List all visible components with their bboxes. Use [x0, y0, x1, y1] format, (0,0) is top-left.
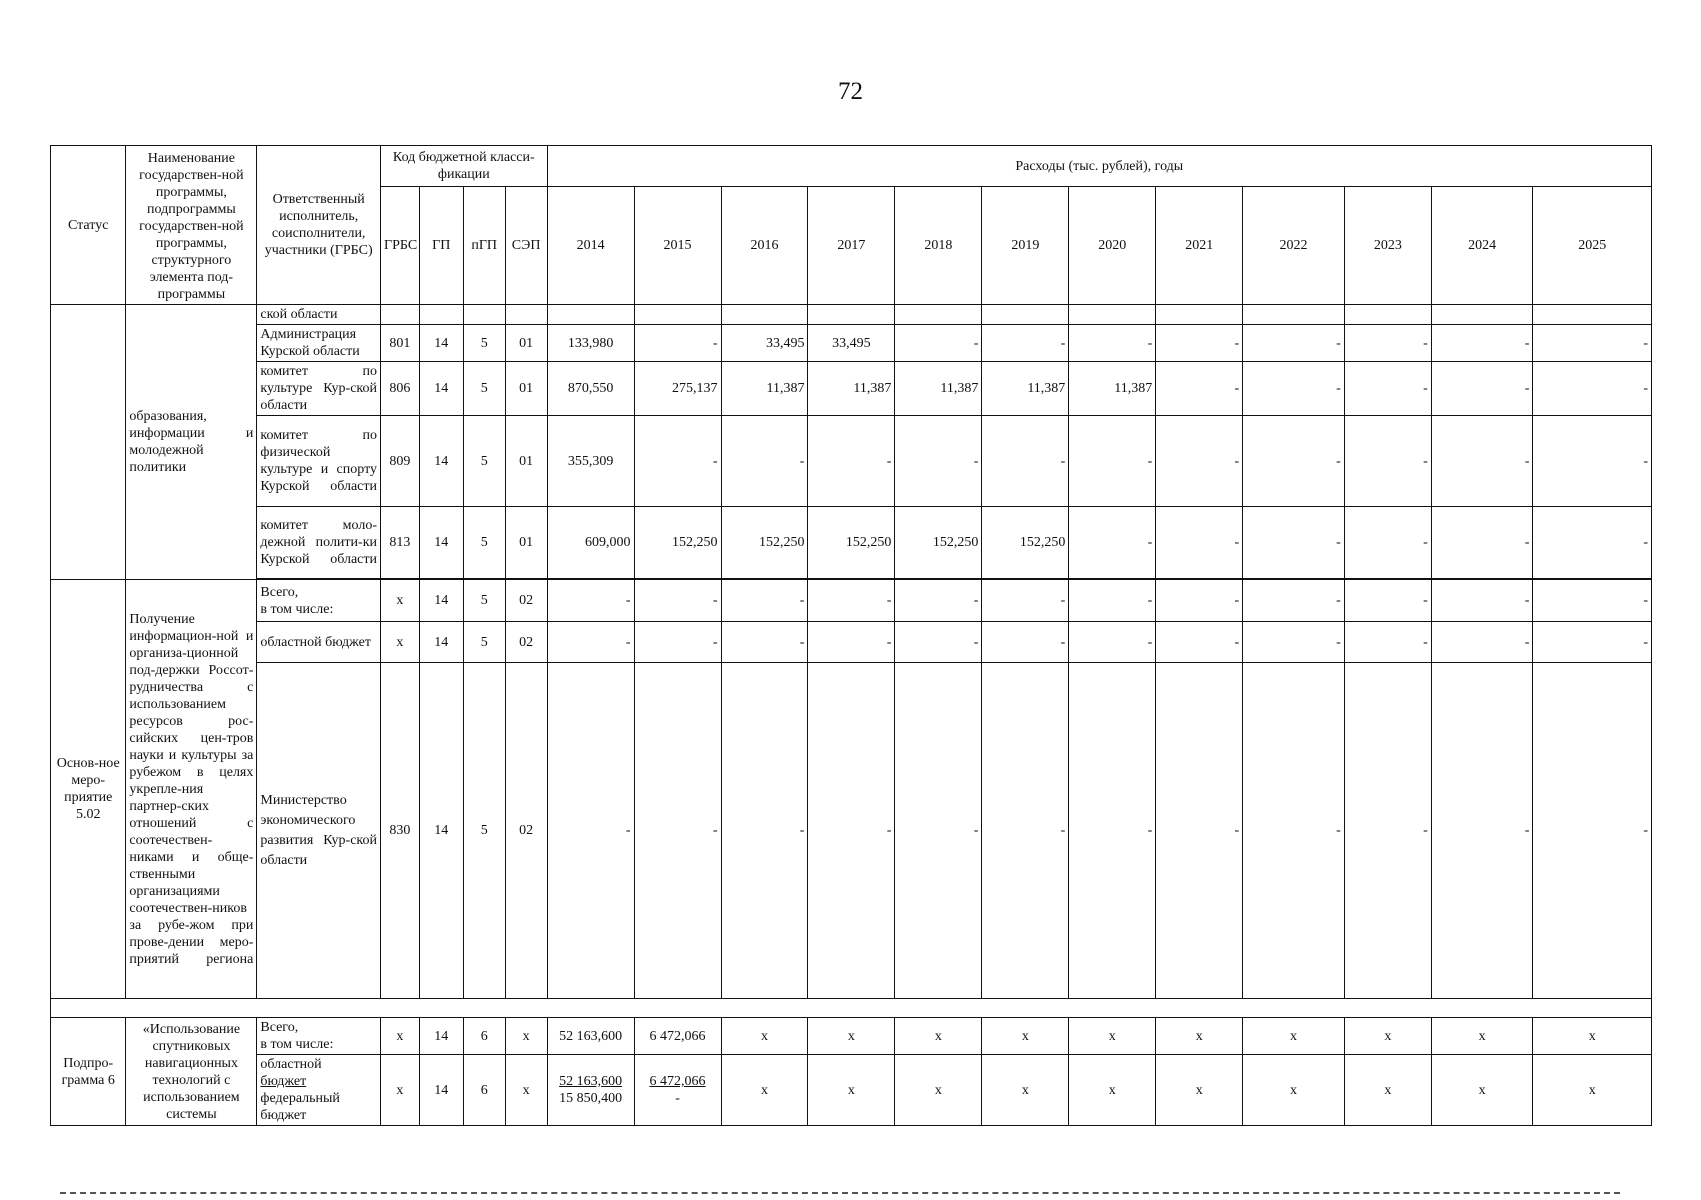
value-cell: 152,250: [982, 507, 1069, 579]
code-cell: 6: [463, 1055, 505, 1126]
value-cell: -: [1069, 416, 1156, 507]
code-cell: 14: [419, 325, 463, 362]
value-cell: -: [1243, 663, 1345, 999]
header-year: 2018: [895, 187, 982, 305]
table-row: [51, 663, 1652, 999]
value-cell: -: [1069, 580, 1156, 622]
table-row: [51, 1018, 1652, 1055]
value-cell: -: [1243, 507, 1345, 579]
value-cell: x: [1431, 1018, 1533, 1055]
value-cell: -: [1243, 580, 1345, 622]
value-cell: [547, 1055, 634, 1126]
responsible-cell: областной бюджет: [257, 622, 381, 663]
value-cell: x: [1069, 1018, 1156, 1055]
header-year: 2019: [982, 187, 1069, 305]
code-cell: x: [381, 622, 420, 663]
value-cell: 275,137: [634, 362, 721, 416]
table-row: [51, 416, 1652, 507]
value-cell: x: [982, 1018, 1069, 1055]
header-expenses: Расходы (тыс. рублей), годы: [547, 146, 1651, 187]
status-cell: [51, 305, 126, 580]
value-cell: -: [1344, 622, 1431, 663]
value-cell: -: [1533, 416, 1652, 507]
header-row-1: [51, 146, 1652, 187]
value-cell: -: [1069, 325, 1156, 362]
table-row: [51, 1055, 1652, 1126]
status-cell: Основ-ное меро-приятие 5.02: [51, 580, 126, 999]
value-cell: x: [1344, 1055, 1431, 1126]
responsible-line: областной: [260, 1057, 322, 1072]
value-cell: -: [1069, 663, 1156, 999]
header-year: 2016: [721, 187, 808, 305]
status-cell: Подпро-грамма 6: [51, 1018, 126, 1126]
value-cell: x: [721, 1018, 808, 1055]
value-cell: -: [634, 325, 721, 362]
value-cell: 152,250: [808, 507, 895, 579]
responsible-line: бюджет: [260, 1074, 307, 1089]
value-cell: 6 472,066: [634, 1018, 721, 1055]
program-name-cell: образования, информации и молодежной политики: [126, 305, 257, 580]
value-cell: 11,387: [982, 362, 1069, 416]
code-cell: 5: [463, 416, 505, 507]
code-cell: 02: [505, 663, 547, 999]
value-cell: x: [1533, 1055, 1652, 1126]
value-cell: x: [721, 1055, 808, 1126]
code-cell: 5: [463, 663, 505, 999]
value-cell: 870,550: [547, 362, 634, 416]
value-cell: -: [634, 663, 721, 999]
value-cell: -: [895, 325, 982, 362]
value-cell: -: [895, 622, 982, 663]
table-row: [51, 622, 1652, 663]
header-year: 2021: [1156, 187, 1243, 305]
value-cell: -: [1156, 663, 1243, 999]
code-cell: 5: [463, 507, 505, 579]
code-cell: x: [381, 1055, 420, 1126]
value-cell: -: [1156, 325, 1243, 362]
value-cell: -: [1533, 507, 1652, 579]
value-cell: 152,250: [634, 507, 721, 579]
value-cell: -: [547, 580, 634, 622]
value-cell: x: [1533, 1018, 1652, 1055]
value-cell: -: [1344, 416, 1431, 507]
responsible-cell: комитет по физической культуре и спорту Курской области: [257, 416, 381, 507]
value-cell: -: [721, 663, 808, 999]
value-cell: x: [1243, 1055, 1345, 1126]
code-cell: 5: [463, 580, 505, 622]
value-cell: -: [1156, 416, 1243, 507]
table-row: [51, 507, 1652, 579]
header-code: ГРБС: [381, 187, 420, 305]
responsible-cell: комитет моло-дежной полити-ки Курской области: [257, 507, 381, 579]
value-line: -: [675, 1091, 680, 1106]
value-cell: -: [1533, 622, 1652, 663]
table-row: [51, 362, 1652, 416]
value-cell: -: [1156, 362, 1243, 416]
code-cell: x: [381, 580, 420, 622]
program-name-cell: Получение информацион-ной и организа-ционной под-держки Россот-рудничества с использованием ресурсов рос-сийских цен-тров науки и культуры за рубежом в целях укрепле-ния партнер-ских отношений с соотечествен-никами и обще-ственными организациями соотечествен-ников за рубе-жом при прове-дении меро-приятий региона: [126, 580, 257, 999]
code-cell: 14: [419, 416, 463, 507]
value-cell: [634, 1055, 721, 1126]
header-year: 2014: [547, 187, 634, 305]
code-cell: 02: [505, 580, 547, 622]
code-cell: 14: [419, 622, 463, 663]
value-cell: x: [808, 1055, 895, 1126]
value-cell: -: [1431, 663, 1533, 999]
header-code-group: Код бюджетной класси-фикации: [381, 146, 548, 187]
value-cell: 11,387: [808, 362, 895, 416]
value-cell: -: [1344, 663, 1431, 999]
value-cell: -: [1533, 663, 1652, 999]
value-cell: 11,387: [1069, 362, 1156, 416]
value-cell: 133,980: [547, 325, 634, 362]
header-responsible: Ответственный исполнитель, соисполнители, участники (ГРБС): [257, 146, 381, 305]
value-cell: -: [1431, 622, 1533, 663]
value-cell: 152,250: [895, 507, 982, 579]
responsible-line: в том числе:: [260, 1037, 334, 1052]
code-cell: 01: [505, 507, 547, 579]
value-cell: -: [1431, 325, 1533, 362]
value-cell: -: [634, 622, 721, 663]
code-cell: 02: [505, 622, 547, 663]
header-program-name: Наименование государствен-ной программы, подпрограммы государствен-ной программы, структурного элемента под-программы: [126, 146, 257, 305]
table-row: [51, 305, 1652, 325]
value-cell: -: [808, 416, 895, 507]
code-cell: 14: [419, 507, 463, 579]
value-cell: -: [547, 622, 634, 663]
value-cell: -: [547, 663, 634, 999]
value-cell: -: [808, 622, 895, 663]
value-cell: 11,387: [895, 362, 982, 416]
code-cell: 830: [381, 663, 420, 999]
value-cell: -: [895, 663, 982, 999]
value-cell: -: [1344, 580, 1431, 622]
responsible-line: Всего,: [260, 1020, 299, 1035]
code-cell: 01: [505, 416, 547, 507]
value-cell: -: [1431, 416, 1533, 507]
value-cell: x: [1431, 1055, 1533, 1126]
responsible-cell: Министерство экономического развития Кур-ской области: [257, 663, 381, 999]
code-cell: 6: [463, 1018, 505, 1055]
code-cell: 5: [463, 325, 505, 362]
value-cell: -: [1156, 507, 1243, 579]
header-code: СЭП: [505, 187, 547, 305]
header-year: 2022: [1243, 187, 1345, 305]
value-cell: x: [895, 1018, 982, 1055]
code-cell: 14: [419, 663, 463, 999]
value-cell: -: [982, 325, 1069, 362]
value-cell: 609,000: [547, 507, 634, 579]
header-year: 2020: [1069, 187, 1156, 305]
value-cell: -: [1243, 362, 1345, 416]
header-year: 2023: [1344, 187, 1431, 305]
value-cell: x: [1156, 1055, 1243, 1126]
value-cell: 33,495: [721, 325, 808, 362]
code-cell: 14: [419, 1018, 463, 1055]
header-year: 2015: [634, 187, 721, 305]
responsible-line: бюджет: [260, 1108, 307, 1123]
value-cell: -: [1069, 507, 1156, 579]
value-cell: -: [982, 416, 1069, 507]
value-cell: x: [895, 1055, 982, 1126]
value-cell: -: [1533, 580, 1652, 622]
value-cell: 52 163,600: [547, 1018, 634, 1055]
value-cell: -: [982, 580, 1069, 622]
value-cell: -: [808, 580, 895, 622]
value-cell: -: [895, 416, 982, 507]
code-cell: 809: [381, 416, 420, 507]
value-cell: -: [634, 416, 721, 507]
value-cell: -: [1344, 325, 1431, 362]
value-cell: -: [1243, 416, 1345, 507]
value-cell: -: [1156, 622, 1243, 663]
code-cell: 5: [463, 362, 505, 416]
value-cell: -: [1431, 507, 1533, 579]
header-code: ГП: [419, 187, 463, 305]
responsible-cell: [257, 580, 381, 622]
responsible-cell: ской области: [257, 305, 381, 325]
header-code: пГП: [463, 187, 505, 305]
value-cell: -: [982, 663, 1069, 999]
value-line: 15 850,400: [559, 1091, 623, 1106]
page-number: 72: [838, 78, 863, 105]
value-cell: -: [1156, 580, 1243, 622]
responsible-cell: комитет по культуре Кур-ской области: [257, 362, 381, 416]
value-cell: -: [1069, 622, 1156, 663]
code-cell: 01: [505, 325, 547, 362]
value-cell: 33,495: [808, 325, 895, 362]
code-cell: 813: [381, 507, 420, 579]
value-cell: -: [1431, 362, 1533, 416]
code-cell: 5: [463, 622, 505, 663]
value-cell: x: [1243, 1018, 1345, 1055]
section-spacer: [51, 999, 1652, 1018]
value-cell: -: [895, 580, 982, 622]
value-cell: x: [1344, 1018, 1431, 1055]
code-cell: 806: [381, 362, 420, 416]
header-year: 2025: [1533, 187, 1652, 305]
value-cell: -: [1533, 362, 1652, 416]
value-cell: -: [721, 580, 808, 622]
value-cell: x: [808, 1018, 895, 1055]
value-cell: -: [1344, 507, 1431, 579]
responsible-cell: Администрация Курской области: [257, 325, 381, 362]
value-cell: 152,250: [721, 507, 808, 579]
value-cell: x: [1069, 1055, 1156, 1126]
budget-table: [50, 145, 1652, 1126]
header-status: Статус: [51, 146, 126, 305]
header-year: 2024: [1431, 187, 1533, 305]
value-cell: -: [982, 622, 1069, 663]
value-cell: x: [1156, 1018, 1243, 1055]
value-cell: -: [1243, 622, 1345, 663]
code-cell: 801: [381, 325, 420, 362]
value-cell: -: [1431, 580, 1533, 622]
responsible-cell: [257, 1018, 381, 1055]
value-line: 6 472,066: [649, 1074, 706, 1089]
code-cell: 14: [419, 1055, 463, 1126]
value-cell: -: [721, 416, 808, 507]
value-cell: -: [1533, 325, 1652, 362]
header-year: 2017: [808, 187, 895, 305]
bottom-edge-line: [60, 1192, 1620, 1196]
code-cell: x: [505, 1018, 547, 1055]
table-row: [51, 325, 1652, 362]
value-cell: -: [1344, 362, 1431, 416]
responsible-line: в том числе:: [260, 601, 334, 617]
code-cell: 01: [505, 362, 547, 416]
program-name-cell: «Использование спутниковых навигационных технологий с использованием системы: [126, 1018, 257, 1126]
code-cell: x: [505, 1055, 547, 1126]
value-cell: x: [982, 1055, 1069, 1126]
value-cell: 11,387: [721, 362, 808, 416]
responsible-cell: [257, 1055, 381, 1126]
code-cell: 14: [419, 580, 463, 622]
value-cell: -: [808, 663, 895, 999]
value-cell: 355,309: [547, 416, 634, 507]
responsible-line: федеральный: [260, 1091, 340, 1106]
code-cell: 14: [419, 362, 463, 416]
value-cell: -: [1243, 325, 1345, 362]
table-row: [51, 580, 1652, 622]
value-cell: -: [634, 580, 721, 622]
value-line: 52 163,600: [559, 1074, 623, 1089]
responsible-line: Всего,: [260, 584, 299, 600]
code-cell: x: [381, 1018, 420, 1055]
value-cell: -: [721, 622, 808, 663]
